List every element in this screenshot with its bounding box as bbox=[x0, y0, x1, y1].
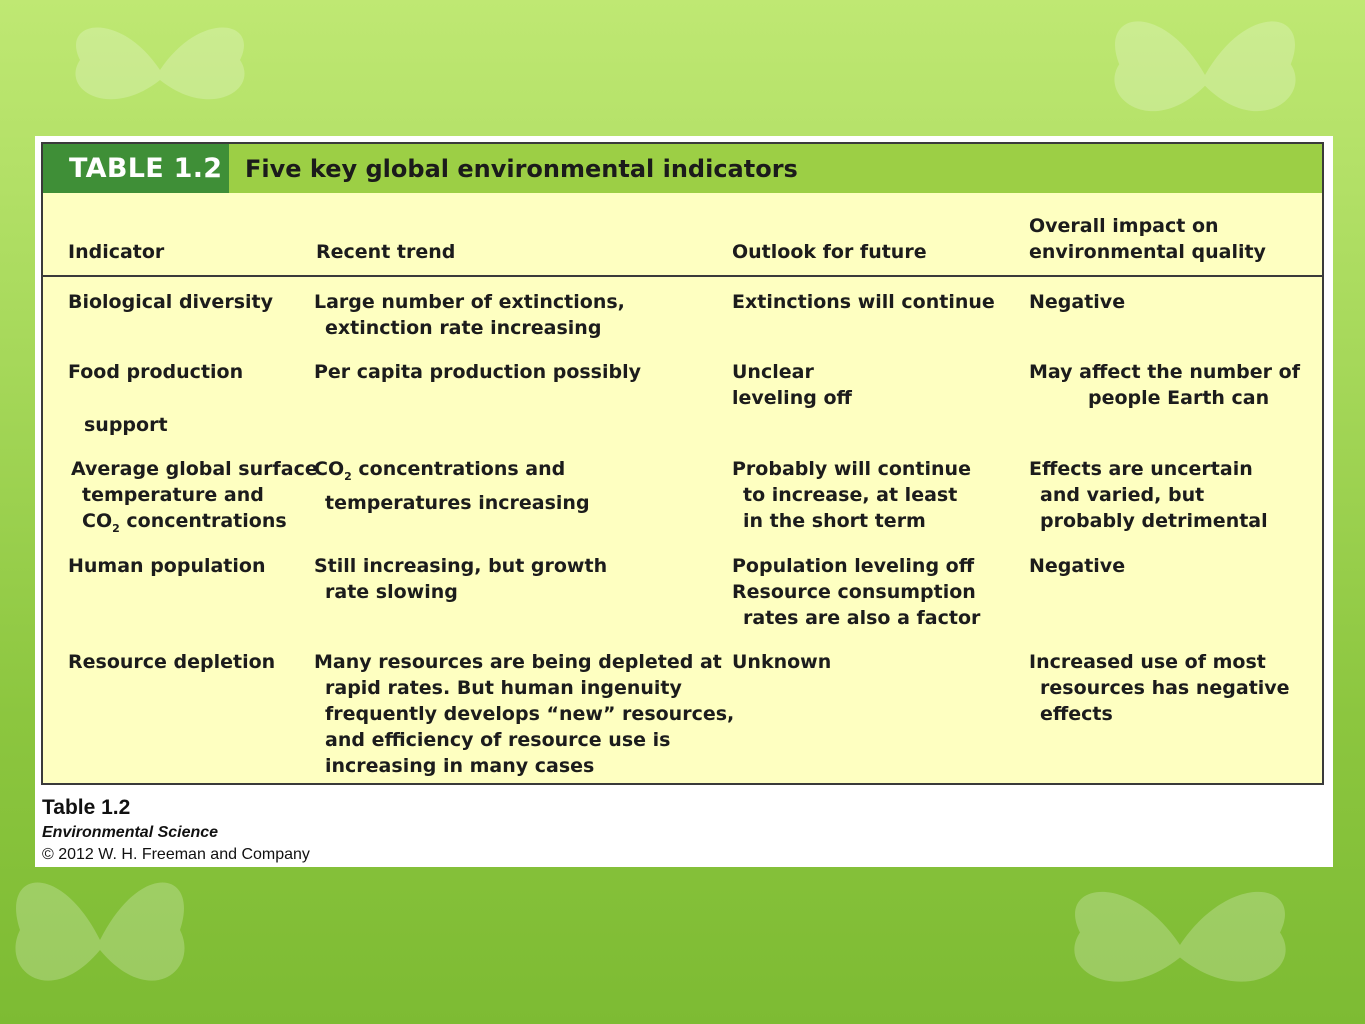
column-header-impact: Overall impact on environmental quality bbox=[1029, 215, 1266, 263]
column-header-trend: Recent trend bbox=[316, 241, 456, 263]
cell-impact-population: Negative bbox=[1029, 555, 1126, 577]
cell-outlook-temperature: Probably will continue to increase, at least in the short term bbox=[732, 458, 971, 532]
butterfly-decoration-icon bbox=[0, 860, 200, 1020]
butterfly-decoration-icon bbox=[1090, 0, 1320, 150]
cell-impact-temperature: Effects are uncertain and varied, but probably detrimental bbox=[1029, 458, 1268, 532]
caption-book: Environmental Science bbox=[42, 824, 219, 841]
cell-impact-resources: Increased use of most resources has negative effects bbox=[1029, 651, 1290, 725]
header-divider bbox=[43, 275, 1322, 277]
cell-indicator-biodiversity: Biological diversity bbox=[68, 291, 273, 313]
table-number-tag: TABLE 1.2 bbox=[43, 144, 229, 193]
butterfly-decoration-icon bbox=[1050, 870, 1310, 1020]
column-header-outlook: Outlook for future bbox=[732, 241, 927, 263]
caption-title: Table 1.2 bbox=[42, 796, 131, 819]
cell-impact-food: May affect the number of people Earth can bbox=[1029, 361, 1300, 409]
cell-trend-biodiversity: Large number of extinctions, extinction rate increasing bbox=[314, 291, 625, 339]
cell-outlook-biodiversity: Extinctions will continue bbox=[732, 291, 995, 313]
cell-impact-biodiversity: Negative bbox=[1029, 291, 1126, 313]
indicators-table bbox=[41, 142, 1324, 785]
cell-indicator-food: Food production bbox=[68, 361, 244, 383]
table-title: Five key global environmental indicators bbox=[245, 154, 798, 183]
cell-indicator-population: Human population bbox=[68, 555, 266, 577]
cell-outlook-population: Population leveling off Resource consumption rates are also a factor bbox=[732, 555, 981, 629]
column-header-indicator: Indicator bbox=[68, 241, 165, 263]
butterfly-decoration-icon bbox=[60, 10, 260, 130]
cell-trend-temperature: $CO_2$ concentrations and temperatures increasing bbox=[314, 458, 590, 514]
table-title-bar bbox=[43, 144, 1322, 193]
cell-indicator-resources: Resource depletion bbox=[68, 651, 276, 673]
cell-outlook-food: Unclear leveling off bbox=[732, 361, 852, 409]
cell-trend-population: Still increasing, but growth rate slowing bbox=[314, 555, 608, 603]
cell-indicator-food-support: support bbox=[84, 414, 168, 436]
caption-copyright: © 2012 W. H. Freeman and Company bbox=[42, 846, 310, 863]
cell-trend-food: Per capita production possibly bbox=[314, 361, 641, 383]
cell-indicator-temperature: Average global surface temperature and $CO_2$ concentrations bbox=[71, 458, 318, 535]
table-figure bbox=[35, 136, 1333, 867]
cell-trend-resources: Many resources are being depleted at rapid rates. But human ingenuity frequently develops “new” resources, and efficiency of resource use is increasing in many cases bbox=[314, 651, 735, 777]
cell-outlook-resources: Unknown bbox=[732, 651, 832, 673]
